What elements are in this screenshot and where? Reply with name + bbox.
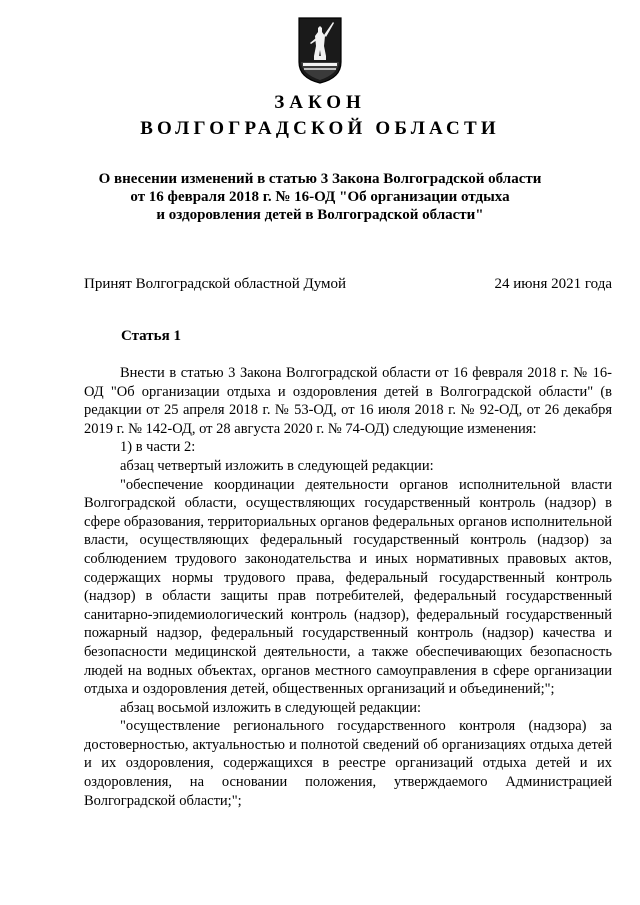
region-heading: ВОЛГОГРАДСКОЙ ОБЛАСТИ: [140, 118, 500, 139]
law-title-line: от 16 февраля 2018 г. № 16-ОД "Об организации отдыха: [130, 189, 510, 205]
article-paragraph: абзац восьмой изложить в следующей редакции:: [120, 699, 422, 716]
article-paragraph: абзац четвертый изложить в следующей редакции:: [120, 457, 434, 474]
article-body: [84, 364, 612, 810]
article-paragraph: "осуществление регионального государственного контроля (надзора) за достоверностью, актуальностью и полнотой сведений об организациях отдыха детей и их оздоровления, содержащихся в реестре организаций отдыха детей и их оздоровления, на основании положения, утверждаемого Администрацией Волгоградской области;";: [84, 718, 612, 809]
adoption-date: 24 июня 2021 года: [494, 276, 612, 292]
law-title-line: О внесении изменений в статью 3 Закона Волгоградской области: [98, 171, 542, 187]
document-type-heading: ЗАКОН: [274, 92, 366, 113]
adopted-by: Принят Волгоградской областной Думой: [84, 276, 347, 292]
volgograd-coat-of-arms-icon: [297, 16, 343, 84]
article-heading: Статья 1: [121, 328, 181, 344]
article-paragraph: "обеспечение координации деятельности органов исполнительной власти Волгоградской области, осуществляющих государственный контроль (надзор) в сфере образования, территориальных органов федеральных органов исполнительной власти, осуществляющих федеральный государственный контроль (надзор) за соблюдением трудового законодательства и иных нормативных правовых актов, содержащих нормы трудового права, федеральный государственный контроль (надзор) в области защиты прав потребителей, федеральный государственный санитарно-эпидемиологический контроль (надзор), федеральный государственный пожарный надзор, федеральный государственный контроль (надзор) качества и безопасности медицинской деятельности, а также обеспечивающих безопасность людей на водных объектах, органов местного самоуправления в сфере организации отдыха и оздоровления детей, общественных организаций и объединений;";: [84, 476, 612, 698]
law-title: [60, 170, 580, 224]
article-paragraph: Внести в статью 3 Закона Волгоградской области от 16 февраля 2018 г. № 16-ОД "Об организации отдыха и оздоровления детей в Волгоградской области" (в редакции от 25 апреля 2018 г. № 53-ОД, от 16 июля 2018 г. № 92-ОД, от 26 декабря 2019 г. № 142-ОД, от 28 августа 2020 г. № 74-ОД) следующие изменения:: [84, 365, 612, 437]
article-paragraph: 1) в части 2:: [120, 439, 196, 456]
law-title-line: и оздоровления детей в Волгоградской области": [156, 207, 484, 223]
